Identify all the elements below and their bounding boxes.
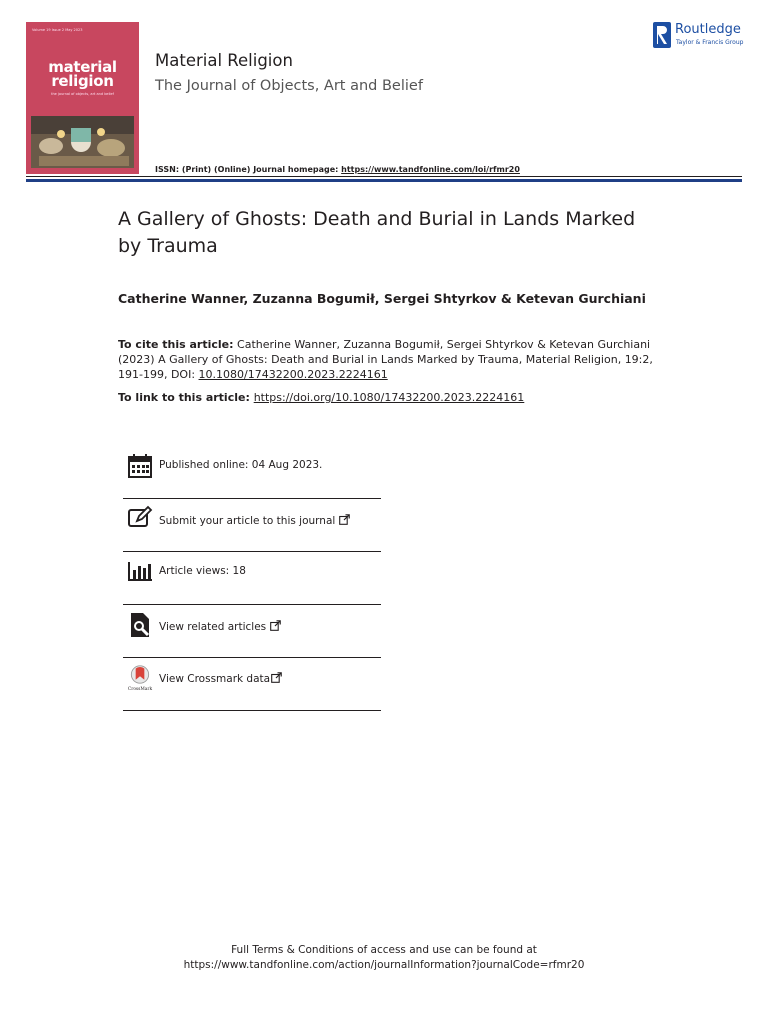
article-link-line <box>118 391 524 404</box>
crossmark-icon <box>127 665 153 691</box>
cover-photo <box>31 116 134 168</box>
journal-name: Material Religion <box>155 51 293 70</box>
crossmark-icon-text: CrossMark <box>127 687 153 691</box>
footer-terms-link[interactable]: https://www.tandfonline.com/action/journalInformation?journalCode=rfmr20 <box>183 959 585 971</box>
footer-terms <box>0 943 768 973</box>
publisher-group: Taylor & Francis Group <box>676 39 744 46</box>
crossmark-label: View Crossmark data <box>159 673 271 685</box>
article-title: A Gallery of Ghosts: Death and Burial in Lands Marked by Trauma <box>118 208 636 257</box>
external-link-icon <box>271 672 282 683</box>
header-divider-thin <box>26 176 742 177</box>
published-row <box>123 446 381 499</box>
issn-line <box>155 165 520 174</box>
submit-article-row[interactable] <box>123 499 381 552</box>
related-articles-label: View related articles <box>159 621 267 633</box>
cite-label: To cite this article: <box>118 338 234 351</box>
article-url-link[interactable]: https://doi.org/10.1080/17432200.2023.2224161 <box>253 391 525 404</box>
cover-subtitle: the journal of objects, art and belief <box>51 92 114 96</box>
journal-homepage-link[interactable]: https://www.tandfonline.com/loi/rfmr20 <box>341 165 520 174</box>
article-authors: Catherine Wanner, Zuzanna Bogumił, Sergei Shtyrkov & Ketevan Gurchiani <box>118 291 646 306</box>
footer-line-1: Full Terms & Conditions of access and use can be found at <box>231 944 537 956</box>
cite-text: Catherine Wanner, Zuzanna Bogumił, Sergei Shtyrkov & Ketevan Gurchiani (2023) A Gallery of Ghosts: Death and Burial in Lands Marked by Trauma, Material Religion, 19:2, 191-199, DOI: <box>118 338 653 381</box>
doi-link[interactable]: 10.1080/17432200.2023.2224161 <box>198 368 388 381</box>
citation-block <box>118 337 658 382</box>
article-views-row <box>123 552 381 605</box>
cover-issue-text: Volume 19 Issue 2 May 2023 <box>32 28 83 32</box>
edit-icon <box>127 505 153 531</box>
routledge-logo-icon <box>653 22 671 48</box>
issn-prefix: ISSN: (Print) (Online) Journal homepage: <box>155 165 342 174</box>
external-link-icon <box>339 514 350 525</box>
search-document-icon <box>127 612 153 638</box>
published-date: Published online: 04 Aug 2023. <box>159 459 323 471</box>
related-articles-row[interactable] <box>123 605 381 658</box>
cover-title: material religion <box>48 58 117 90</box>
crossmark-row[interactable] <box>123 658 381 711</box>
crossmark-link[interactable] <box>159 672 282 685</box>
external-link-icon <box>270 620 281 631</box>
publisher-brand: Routledge <box>675 22 741 37</box>
submit-article-link[interactable] <box>159 514 350 527</box>
related-articles-link[interactable] <box>159 620 281 633</box>
bar-chart-icon <box>127 558 153 584</box>
link-label: To link to this article: <box>118 391 254 404</box>
journal-cover-image <box>26 22 139 174</box>
submit-article-label: Submit your article to this journal <box>159 515 336 527</box>
header-divider <box>26 179 742 182</box>
publisher-logo[interactable] <box>653 20 749 50</box>
journal-subtitle: The Journal of Objects, Art and Belief <box>155 78 423 94</box>
calendar-icon <box>127 453 153 479</box>
article-views: Article views: 18 <box>159 565 246 577</box>
